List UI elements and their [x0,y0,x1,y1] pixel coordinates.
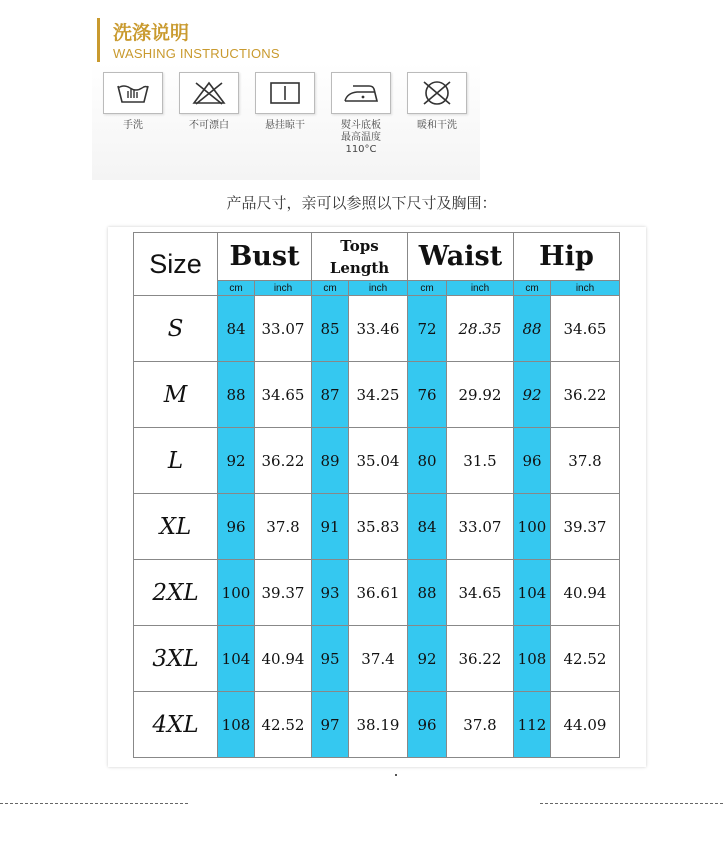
cm-value-cell: 92 [514,362,551,428]
size-cell: L [134,428,218,494]
care-label: 手洗 [123,120,143,131]
table-row [134,362,620,428]
size-chart-panel [108,227,646,767]
inch-value-cell: 33.46 [349,296,408,362]
care-label: 暖和干洗 [417,120,457,131]
cm-value-cell: 96 [218,494,255,560]
size-cell: 3XL [134,626,218,692]
inch-value-cell: 35.04 [349,428,408,494]
decorative-dot [395,774,397,776]
cm-value-cell: 108 [218,692,255,758]
unit-inch: inch [349,281,408,296]
hip-header: Hip [514,233,620,281]
inch-value-cell: 42.52 [551,626,620,692]
size-cell: 4XL [134,692,218,758]
cm-value-cell: 100 [218,560,255,626]
inch-value-cell: 34.65 [447,560,514,626]
table-row [134,428,620,494]
cm-value-cell: 93 [312,560,349,626]
divider-left [0,803,188,804]
inch-value-cell: 44.09 [551,692,620,758]
inch-value-cell: 37.8 [447,692,514,758]
cm-value-cell: 80 [408,428,447,494]
cm-value-cell: 88 [514,296,551,362]
unit-cm: cm [408,281,447,296]
inch-value-cell: 42.52 [255,692,312,758]
inch-value-cell: 34.25 [349,362,408,428]
size-table [133,232,620,758]
unit-cm: cm [312,281,349,296]
inch-value-cell: 37.8 [255,494,312,560]
table-header-row [134,233,620,281]
inch-value-cell: 39.37 [255,560,312,626]
size-cell: XL [134,494,218,560]
care-item-hang-dry [254,72,316,132]
unit-cm: cm [218,281,255,296]
cm-value-cell: 88 [408,560,447,626]
inch-value-cell: 28.35 [447,296,514,362]
cm-value-cell: 104 [218,626,255,692]
no-dry-clean-icon [407,72,467,114]
cm-value-cell: 92 [218,428,255,494]
inch-value-cell: 39.37 [551,494,620,560]
section-title-cn: 洗涤说明 [113,22,190,44]
tops-length-header: Tops Length [312,233,408,281]
inch-value-cell: 36.61 [349,560,408,626]
iron-icon [331,72,391,114]
inch-value-cell: 36.22 [551,362,620,428]
inch-value-cell: 40.94 [551,560,620,626]
care-label: 不可漂白 [189,120,229,131]
care-item-no-bleach [178,72,240,132]
table-row [134,296,620,362]
size-cell: S [134,296,218,362]
cm-value-cell: 104 [514,560,551,626]
cm-value-cell: 92 [408,626,447,692]
care-item-no-dry-clean [406,72,468,132]
size-subtitle: 产品尺寸，亲可以参照以下尺寸及胸围： [226,194,497,212]
cm-value-cell: 87 [312,362,349,428]
inch-value-cell: 36.22 [447,626,514,692]
inch-value-cell: 31.5 [447,428,514,494]
table-body [134,296,620,758]
divider-right [540,803,723,804]
cm-value-cell: 95 [312,626,349,692]
care-item-iron [330,72,392,156]
cm-value-cell: 96 [408,692,447,758]
no-bleach-icon [179,72,239,114]
inch-value-cell: 37.8 [551,428,620,494]
cm-value-cell: 91 [312,494,349,560]
header-accent-bar [97,18,100,62]
hand-wash-icon [103,72,163,114]
inch-value-cell: 29.92 [447,362,514,428]
cm-value-cell: 108 [514,626,551,692]
cm-value-cell: 84 [218,296,255,362]
table-row [134,692,620,758]
table-row [134,626,620,692]
inch-value-cell: 33.07 [447,494,514,560]
table-row [134,494,620,560]
cm-value-cell: 85 [312,296,349,362]
care-label: 悬挂晾干 [265,120,305,131]
cm-value-cell: 76 [408,362,447,428]
inch-value-cell: 40.94 [255,626,312,692]
table-row [134,560,620,626]
unit-cm: cm [514,281,551,296]
size-cell: M [134,362,218,428]
inch-value-cell: 38.19 [349,692,408,758]
cm-value-cell: 96 [514,428,551,494]
care-item-hand-wash [102,72,164,132]
cm-value-cell: 84 [408,494,447,560]
inch-value-cell: 37.4 [349,626,408,692]
hang-dry-icon [255,72,315,114]
care-icons-panel [92,62,480,180]
care-label: 熨斗底板 最高温度 110°C [341,120,381,155]
unit-inch: inch [551,281,620,296]
inch-value-cell: 36.22 [255,428,312,494]
inch-value-cell: 35.83 [349,494,408,560]
cm-value-cell: 97 [312,692,349,758]
inch-value-cell: 33.07 [255,296,312,362]
bust-header: Bust [218,233,312,281]
cm-value-cell: 72 [408,296,447,362]
unit-inch: inch [255,281,312,296]
section-title-en: WASHING INSTRUCTIONS [113,46,280,61]
cm-value-cell: 100 [514,494,551,560]
inch-value-cell: 34.65 [255,362,312,428]
cm-value-cell: 112 [514,692,551,758]
size-cell: 2XL [134,560,218,626]
waist-header: Waist [408,233,514,281]
unit-inch: inch [447,281,514,296]
size-header: Size [134,233,218,296]
cm-value-cell: 89 [312,428,349,494]
inch-value-cell: 34.65 [551,296,620,362]
cm-value-cell: 88 [218,362,255,428]
